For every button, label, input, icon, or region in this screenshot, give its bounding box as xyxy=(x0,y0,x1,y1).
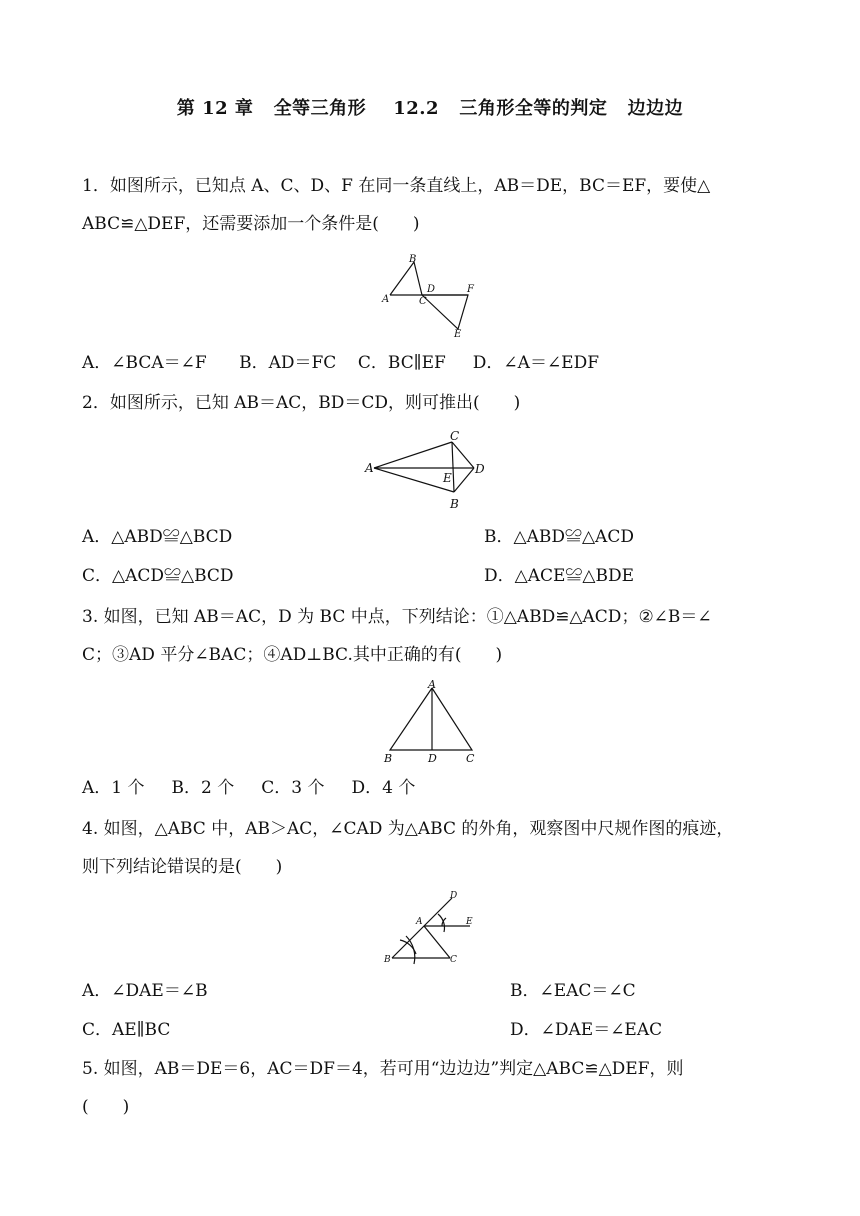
label-c: C xyxy=(450,429,460,443)
triangle-abc xyxy=(390,688,472,750)
segment-bd xyxy=(454,468,474,492)
question-4-option-d: D．∠DAE＝∠EAC xyxy=(510,1020,663,1040)
page-title: 第 12 章 全等三角形 12.2 三角形全等的判定 边边边 xyxy=(176,98,684,119)
question-1-text-line1: 1．如图所示，已知点 A、C、D、F 在同一条直线上，AB＝DE，BC＝EF，要使△ xyxy=(82,176,711,196)
question-4-text-line2: 则下列结论错误的是( ) xyxy=(82,857,283,877)
label-e: E xyxy=(466,917,473,927)
label-d: D xyxy=(428,752,437,765)
question-2-figure xyxy=(362,428,492,512)
segment-ac xyxy=(424,926,450,958)
question-3-text-line1: 3. 如图，已知 AB＝AC，D 为 BC 中点，下列结论：①△ABD≌△ACD；②∠B＝∠ xyxy=(82,607,712,627)
label-d: D xyxy=(450,891,458,901)
label-b: B xyxy=(450,497,459,511)
question-4-option-c: C．AE∥BC xyxy=(82,1020,171,1040)
triangle-abc xyxy=(390,262,422,295)
question-2-option-d: D．△ACE≌△BDE xyxy=(484,566,635,586)
segment-ab xyxy=(374,468,454,492)
question-3-options: A．1 个 B．2 个 C．3 个 D．4 个 xyxy=(82,778,416,798)
label-b: B xyxy=(384,955,391,965)
arc-at-a xyxy=(438,914,444,932)
question-3-text-line2: C；③AD 平分∠BAC；④AD⊥BC.其中正确的有( ) xyxy=(82,645,503,665)
segment-ac xyxy=(374,442,452,468)
label-c: C xyxy=(450,955,457,965)
question-2-option-a: A．△ABD≌△BCD xyxy=(82,527,233,547)
question-2-option-b: B．△ABD≌△ACD xyxy=(484,527,634,547)
label-c: C xyxy=(419,296,427,307)
segment-cd xyxy=(452,442,474,468)
question-5-text-line1: 5. 如图，AB＝DE＝6，AC＝DF＝4，若可用“边边边”判定△ABC≌△DEF，则 xyxy=(82,1059,684,1079)
question-4-option-a: A．∠DAE＝∠B xyxy=(82,981,208,1001)
triangle-def xyxy=(422,295,468,329)
question-2-option-c: C．△ACD≌△BCD xyxy=(82,566,234,586)
label-b: B xyxy=(409,254,417,265)
question-4-text-line1: 4. 如图，△ABC 中，AB＞AC，∠CAD 为△ABC 的外角，观察图中尺规作图的痕迹， xyxy=(82,819,734,839)
label-a: A xyxy=(416,917,423,927)
question-4-figure xyxy=(380,888,480,970)
label-f: F xyxy=(467,284,474,295)
segment-cb xyxy=(452,442,454,492)
label-d: D xyxy=(427,284,436,295)
label-e: E xyxy=(443,471,452,485)
label-c: C xyxy=(466,752,475,765)
question-1-options: A．∠BCA＝∠F B．AD＝FC C．BC∥EF D．∠A＝∠EDF xyxy=(82,353,600,373)
label-a: A xyxy=(382,294,390,305)
label-a: A xyxy=(428,678,436,691)
question-5-text-line2: ( ) xyxy=(82,1097,130,1117)
label-b: B xyxy=(384,752,393,765)
label-a: A xyxy=(365,461,374,475)
question-4-option-b: B．∠EAC＝∠C xyxy=(510,981,636,1001)
question-3-figure xyxy=(380,676,480,766)
label-d: D xyxy=(475,462,485,476)
label-e: E xyxy=(454,329,462,338)
question-1-text-line2: ABC≌△DEF，还需要添加一个条件是( ) xyxy=(82,214,420,234)
question-1-figure xyxy=(378,252,482,338)
question-2-text-line1: 2．如图所示，已知 AB＝AC，BD＝CD，则可推出( ) xyxy=(82,393,521,413)
